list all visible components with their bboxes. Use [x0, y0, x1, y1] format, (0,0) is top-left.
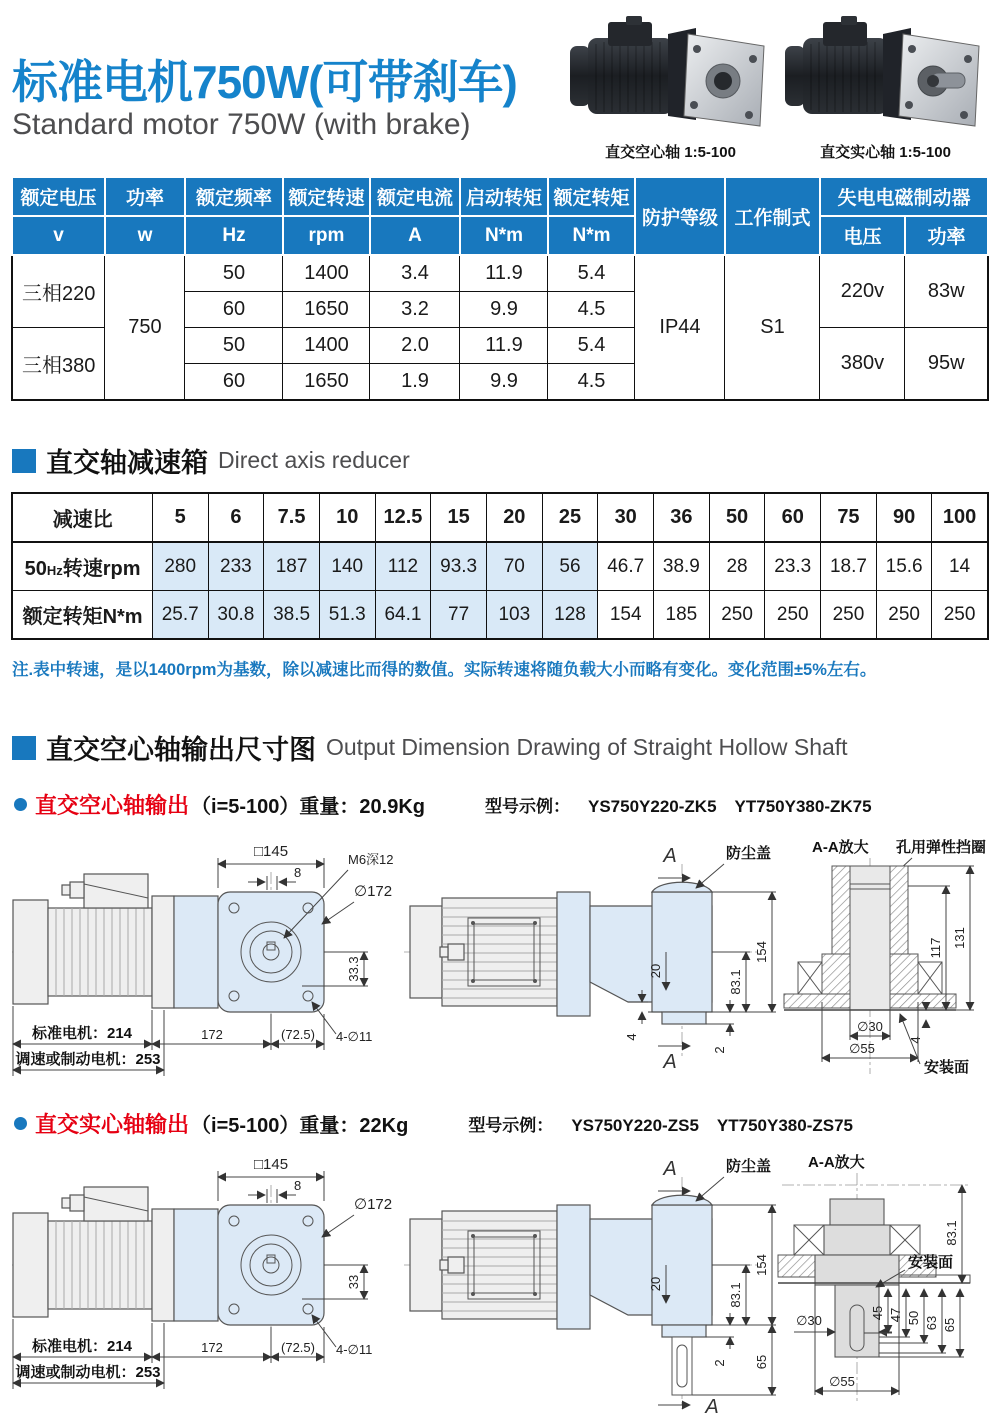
cell: 14 [932, 542, 988, 591]
section-mark-a-bottom: A [663, 1051, 677, 1073]
aa-enlarged-title: A-A放大 [812, 839, 869, 856]
section-title-en: Direct axis reducer [218, 447, 410, 473]
photo-caption-solid: 直交实心轴 1:5-100 [820, 144, 951, 161]
solid-shaft-dimension-drawing [12, 1147, 988, 1421]
hollow-shaft-label: 直交空心轴输出 [35, 793, 190, 818]
cell-brake-voltage: 380v [820, 328, 905, 401]
unit-header: 功率 [905, 216, 988, 255]
dim-47: 47 [888, 1307, 903, 1323]
cell: 46.7 [598, 542, 654, 591]
cell-brake-power: 83w [905, 255, 988, 328]
col-header-duty: 工作制式 [725, 177, 820, 255]
page-header [0, 0, 1000, 162]
cell: 3.2 [370, 292, 460, 328]
dim-33: 33 [346, 1274, 361, 1290]
hollow-shaft-subheading [12, 789, 988, 820]
dim-4-dia-11: 4-∅11 [336, 1029, 373, 1044]
dim-brake-motor-253: 调速或制动电机：253 [15, 1051, 161, 1068]
cell: 250 [876, 591, 932, 640]
dim-8: 8 [294, 865, 302, 880]
cell: 60 [765, 493, 821, 542]
cell: 50 [185, 255, 283, 292]
page-title: 标准电机750W(可带刹车) [12, 56, 517, 108]
col-header: 额定频率 [185, 177, 283, 216]
cell-voltage-group: 三相380 [12, 328, 105, 401]
title-block [12, 58, 517, 142]
unit-header: w [105, 216, 185, 255]
col-header: 功率 [105, 177, 185, 216]
cell: 6 [208, 493, 264, 542]
cell: 15 [431, 493, 487, 542]
cell: 25 [542, 493, 598, 542]
dim-dia-172: ∅172 [354, 883, 393, 900]
cell: 70 [486, 542, 542, 591]
blue-dot-bullet [14, 1117, 27, 1130]
blue-dot-bullet [14, 798, 27, 811]
row-label-speed: 50Hz转速rpm [12, 542, 152, 591]
cell-duty: S1 [725, 255, 820, 400]
col-header: 额定转速 [283, 177, 370, 216]
dim-72-5: (72.5) [281, 1340, 315, 1355]
dim-square-145: □145 [253, 1156, 289, 1173]
section-title-cn: 直交空心轴输出尺寸图 [46, 735, 316, 765]
cell: 30 [598, 493, 654, 542]
cell: 93.3 [431, 542, 487, 591]
dim-4-dia-11: 4-∅11 [336, 1342, 373, 1357]
cell: 187 [264, 542, 320, 591]
cell: 75 [821, 493, 877, 542]
dim-dia-172: ∅172 [354, 1196, 393, 1213]
section-mark-a-bottom: A [705, 1396, 719, 1418]
dim-std-motor-214: 标准电机：214 [31, 1338, 133, 1355]
cell: 25.7 [152, 591, 208, 640]
solid-model-examples: 型号示例： YS750Y220-ZS5 YT750Y380-ZS75 [468, 1116, 853, 1135]
cell: 15.6 [876, 542, 932, 591]
mounting-face-label: 安装面 [908, 1254, 954, 1271]
dim-20: 20 [648, 1276, 663, 1292]
cell-protection: IP44 [635, 255, 725, 400]
cell-brake-voltage: 220v [820, 255, 905, 328]
product-photo-hollow [568, 14, 773, 162]
cell: 4.5 [548, 292, 635, 328]
circlip-label: 孔用弹性挡圈 [896, 839, 987, 856]
unit-header: 电压 [820, 216, 905, 255]
unit-header: Hz [185, 216, 283, 255]
section-title-en: Output Dimension Drawing of Straight Hollow Shaft [326, 734, 848, 760]
cell: 112 [375, 542, 431, 591]
col-header-protection: 防护等级 [635, 177, 725, 255]
cell: 77 [431, 591, 487, 640]
cell: 250 [932, 591, 988, 640]
dim-20: 20 [648, 963, 663, 979]
dim-brake-motor-253: 调速或制动电机：253 [15, 1364, 161, 1381]
dim-45: 45 [870, 1305, 885, 1321]
section-title-cn: 直交轴减速箱 [46, 448, 208, 478]
cell: 154 [598, 591, 654, 640]
col-header: 启动转矩 [460, 177, 548, 216]
cell: 56 [542, 542, 598, 591]
cell: 250 [821, 591, 877, 640]
dust-cover-label: 防尘盖 [726, 1158, 772, 1175]
dim-172: 172 [201, 1340, 223, 1355]
dim-63: 63 [924, 1315, 939, 1331]
blue-square-bullet [12, 449, 36, 473]
cell: 23.3 [765, 542, 821, 591]
section-mark-a-top: A [663, 1158, 677, 1180]
dim-dia-30: ∅30 [796, 1313, 822, 1328]
section-mark-a-top: A [663, 845, 677, 867]
photo-caption-hollow: 直交空心轴 1:5-100 [605, 144, 736, 161]
cell-voltage-group: 三相220 [12, 255, 105, 328]
cell: 51.3 [319, 591, 375, 640]
mounting-face-label: 安装面 [924, 1059, 970, 1076]
cell: 1400 [283, 255, 370, 292]
dim-4-plate: 4 [908, 1036, 923, 1044]
cell: 233 [208, 542, 264, 591]
cell: 1.9 [370, 364, 460, 401]
cell: 280 [152, 542, 208, 591]
cell: 12.5 [375, 493, 431, 542]
cell: 20 [486, 493, 542, 542]
cell: 18.7 [821, 542, 877, 591]
table-row [12, 493, 987, 542]
cell: 7.5 [264, 493, 320, 542]
cell: 10 [319, 493, 375, 542]
col-header-brake: 失电电磁制动器 [820, 177, 988, 216]
dim-m6-depth-12: M6深12 [348, 852, 394, 867]
table-note: 注.表中转速，是以1400rpm为基数，除以减速比而得的数值。实际转速将随负载大小而略有变化。变化范围±5%左右。 [12, 661, 877, 679]
col-header: 额定电流 [370, 177, 460, 216]
cell: 60 [185, 364, 283, 401]
dim-50: 50 [906, 1310, 921, 1326]
dim-172: 172 [201, 1027, 223, 1042]
dim-131: 131 [952, 927, 967, 949]
section-dimension-heading [12, 728, 988, 767]
cell: 9.9 [460, 364, 548, 401]
solid-shaft-label: 直交实心轴输出 [35, 1112, 190, 1137]
cell: 90 [876, 493, 932, 542]
cell: 11.9 [460, 255, 548, 292]
cell: 36 [654, 493, 710, 542]
cell: 5.4 [548, 255, 635, 292]
dim-std-motor-214: 标准电机：214 [31, 1025, 133, 1042]
solid-shaft-spec: （i=5-100）重量：22Kg [191, 1115, 409, 1137]
cell: 38.5 [264, 591, 320, 640]
row-label-ratio: 减速比 [12, 493, 152, 542]
cell: 5 [152, 493, 208, 542]
unit-header: A [370, 216, 460, 255]
product-photos [568, 14, 988, 162]
dim-154: 154 [754, 941, 769, 963]
dim-65: 65 [942, 1317, 957, 1333]
cell: 28 [709, 542, 765, 591]
cell-power: 750 [105, 255, 185, 400]
cell: 30.8 [208, 591, 264, 640]
page-subtitle: Standard motor 750W (with brake) [12, 108, 471, 142]
cell: 5.4 [548, 328, 635, 364]
unit-header: rpm [283, 216, 370, 255]
cell: 100 [932, 493, 988, 542]
cell: 103 [486, 591, 542, 640]
spec-table [11, 176, 989, 401]
cell: 64.1 [375, 591, 431, 640]
table-row [12, 542, 987, 591]
cell: 60 [185, 292, 283, 328]
aa-enlarged-title: A-A放大 [808, 1154, 865, 1171]
table-row [12, 255, 988, 292]
dim-117: 117 [928, 937, 943, 959]
dim-4: 4 [624, 1033, 639, 1041]
dim-dia-55: ∅55 [849, 1041, 875, 1056]
dim-dia-55: ∅55 [829, 1374, 855, 1389]
dim-83-1: 83.1 [728, 969, 743, 995]
cell: 50 [709, 493, 765, 542]
dim-154: 154 [754, 1254, 769, 1276]
section-reducer-heading [12, 441, 988, 480]
cell: 1650 [283, 364, 370, 401]
blue-square-bullet [12, 736, 36, 760]
dust-cover-label: 防尘盖 [726, 845, 772, 862]
cell: 128 [542, 591, 598, 640]
dim-dia-30: ∅30 [857, 1019, 883, 1034]
dim-83-1: 83.1 [728, 1282, 743, 1308]
cell: 50 [185, 328, 283, 364]
cell: 185 [654, 591, 710, 640]
dim-2: 2 [712, 1046, 727, 1054]
col-header: 额定转矩 [548, 177, 635, 216]
dim-2: 2 [712, 1359, 727, 1367]
row-label-torque: 额定转矩N*m [12, 591, 152, 640]
cell: 250 [765, 591, 821, 640]
col-header: 额定电压 [12, 177, 105, 216]
dim-square-145: □145 [253, 843, 289, 860]
unit-header: v [12, 216, 105, 255]
solid-shaft-motor-image [783, 14, 988, 132]
unit-header: N*m [548, 216, 635, 255]
cell: 1400 [283, 328, 370, 364]
table-row [12, 591, 987, 640]
dim-83-1: 83.1 [944, 1220, 959, 1246]
cell: 38.9 [654, 542, 710, 591]
hollow-shaft-spec: （i=5-100）重量：20.9Kg [191, 796, 425, 818]
cell: 140 [319, 542, 375, 591]
hollow-shaft-dimension-drawing [12, 834, 988, 1084]
cell: 2.0 [370, 328, 460, 364]
dim-8: 8 [294, 1178, 302, 1193]
reducer-table [11, 492, 988, 640]
dim-33-3: 33.3 [346, 956, 361, 982]
cell: 1650 [283, 292, 370, 328]
dim-65: 65 [754, 1354, 769, 1370]
hollow-model-examples: 型号示例： YS750Y220-ZK5 YT750Y380-ZK75 [485, 797, 872, 816]
unit-header: N*m [460, 216, 548, 255]
cell: 11.9 [460, 328, 548, 364]
dim-72-5: (72.5) [281, 1027, 315, 1042]
product-photo-solid [783, 14, 988, 162]
hollow-shaft-motor-image [568, 14, 773, 132]
cell: 9.9 [460, 292, 548, 328]
cell: 250 [709, 591, 765, 640]
cell: 4.5 [548, 364, 635, 401]
solid-shaft-subheading [12, 1108, 988, 1139]
cell-brake-power: 95w [905, 328, 988, 401]
cell: 3.4 [370, 255, 460, 292]
